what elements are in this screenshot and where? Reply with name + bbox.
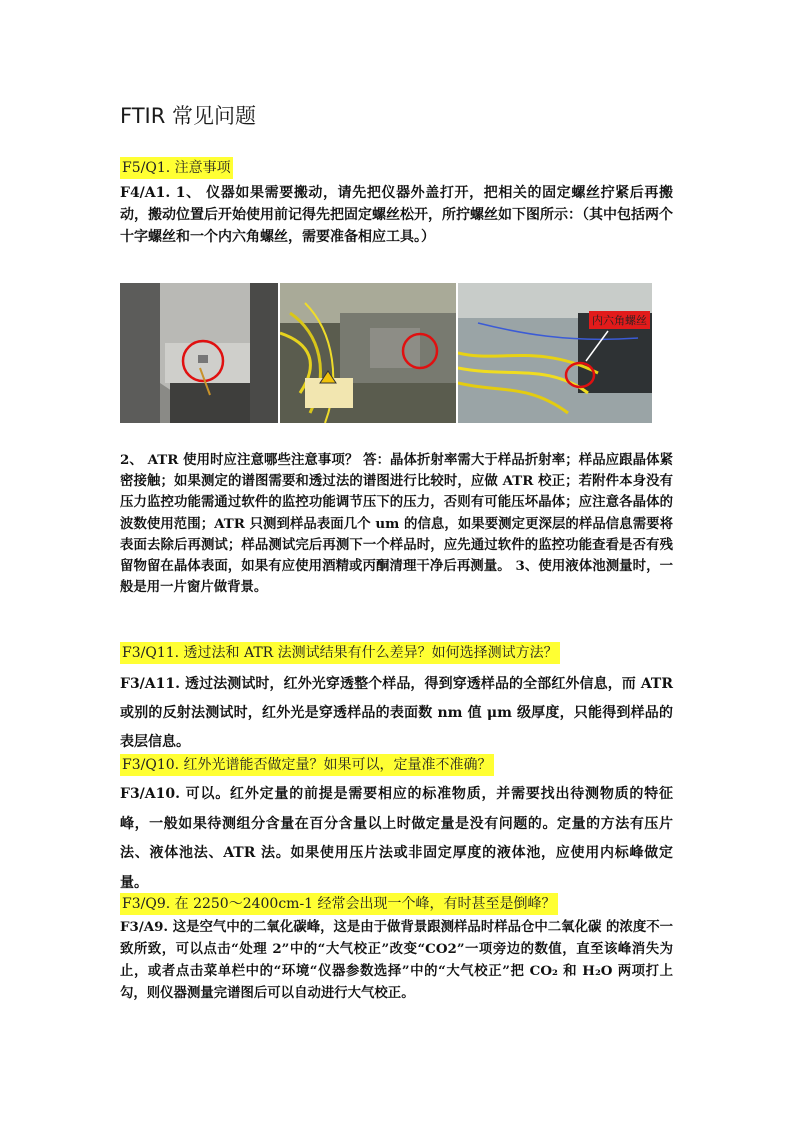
photo-screw-left [120,283,278,423]
photo-screw-right [458,283,652,423]
answer-paragraph: F3/A11. 透过法测试时，红外光穿透整个样品，得到穿透样品的全部红外信息，而 ATR 或别的反射法测试时，红外光是穿透样品的表面数 nm 值 μm 级厚度，只能得到样品的表层信息。 [120,676,673,750]
question-heading: F3/Q10. 红外光谱能否做定量？如果可以，定量准不准确？ [120,754,494,776]
page-title: FTIR 常见问题 [120,104,256,128]
screw-photos [120,283,652,423]
photo-screw-middle [280,283,456,423]
answer-paragraph: F3/A9. 这是空气中的二氧化碳峰，这是由于做背景跟测样品时样品仓中二氧化碳 的浓度不一致所致，可以点击“处理 2”中的“大气校正”改变“CO2”一项旁边的数值，直至该峰消失为止，或者点击菜单栏中的“环境“仪器参数选择”中的“大气校正”把 CO₂ 和 H₂O 两项打上勾，则仪器测量完谱图后可以自动进行大气校正。 [120,919,673,1001]
answer-paragraph: F4/A1. 1、 仪器如果需要搬动，请先把仪器外盖打开，把相关的固定螺丝拧紧后再搬动，搬动位置后开始使用前记得先把固定螺丝松开，所拧螺丝如下图所示：（其中包括两个十字螺丝和一个内六角螺丝，需要准备相应工具。） [120,185,673,245]
answer-paragraph: F3/A10. 可以。红外定量的前提是需要相应的标准物质，并需要找出待测物质的特征峰，一般如果待测组分含量在百分含量以上时做定量是没有问题的。定量的方法有压片法、液体池法、ATR 法。如果使用压片法或非固定厚度的液体池，应使用内标峰做定量。 [120,786,673,891]
photo-label-hex-screw: 内六角螺丝 [589,311,650,329]
question-heading: F5/Q1. 注意事项 [120,157,233,179]
question-heading: F3/Q9. 在 2250～2400cm-1 经常会出现一个峰，有时甚至是倒峰？ [120,893,558,915]
answer-paragraph: 2、 ATR 使用时应注意哪些注意事项？ 答：晶体折射率需大于样品折射率；样品应跟晶体紧密接触；如果测定的谱图需要和透过法的谱图进行比较时，应做 ATR 校正；若附件本身没有压力监控功能需通过软件的监控功能调节压下的压力，否则有可能压坏晶体；应注意各晶体的波数使用范围；ATR 只测到样品表面几个 um 的信息，如果要测定更深层的样品信息需要将表面去除后再测试；样品测试完后再测下一个样品时，应先通过软件的监控功能查看是否有残留物留在晶体表面，如果有应使用酒精或丙酮清理干净后再测量。 3、使用液体池测量时，一般是用一片窗片做背景。 [120,452,673,596]
question-heading: F3/Q11. 透过法和 ATR 法测试结果有什么差异？如何选择测试方法？ [120,642,560,664]
